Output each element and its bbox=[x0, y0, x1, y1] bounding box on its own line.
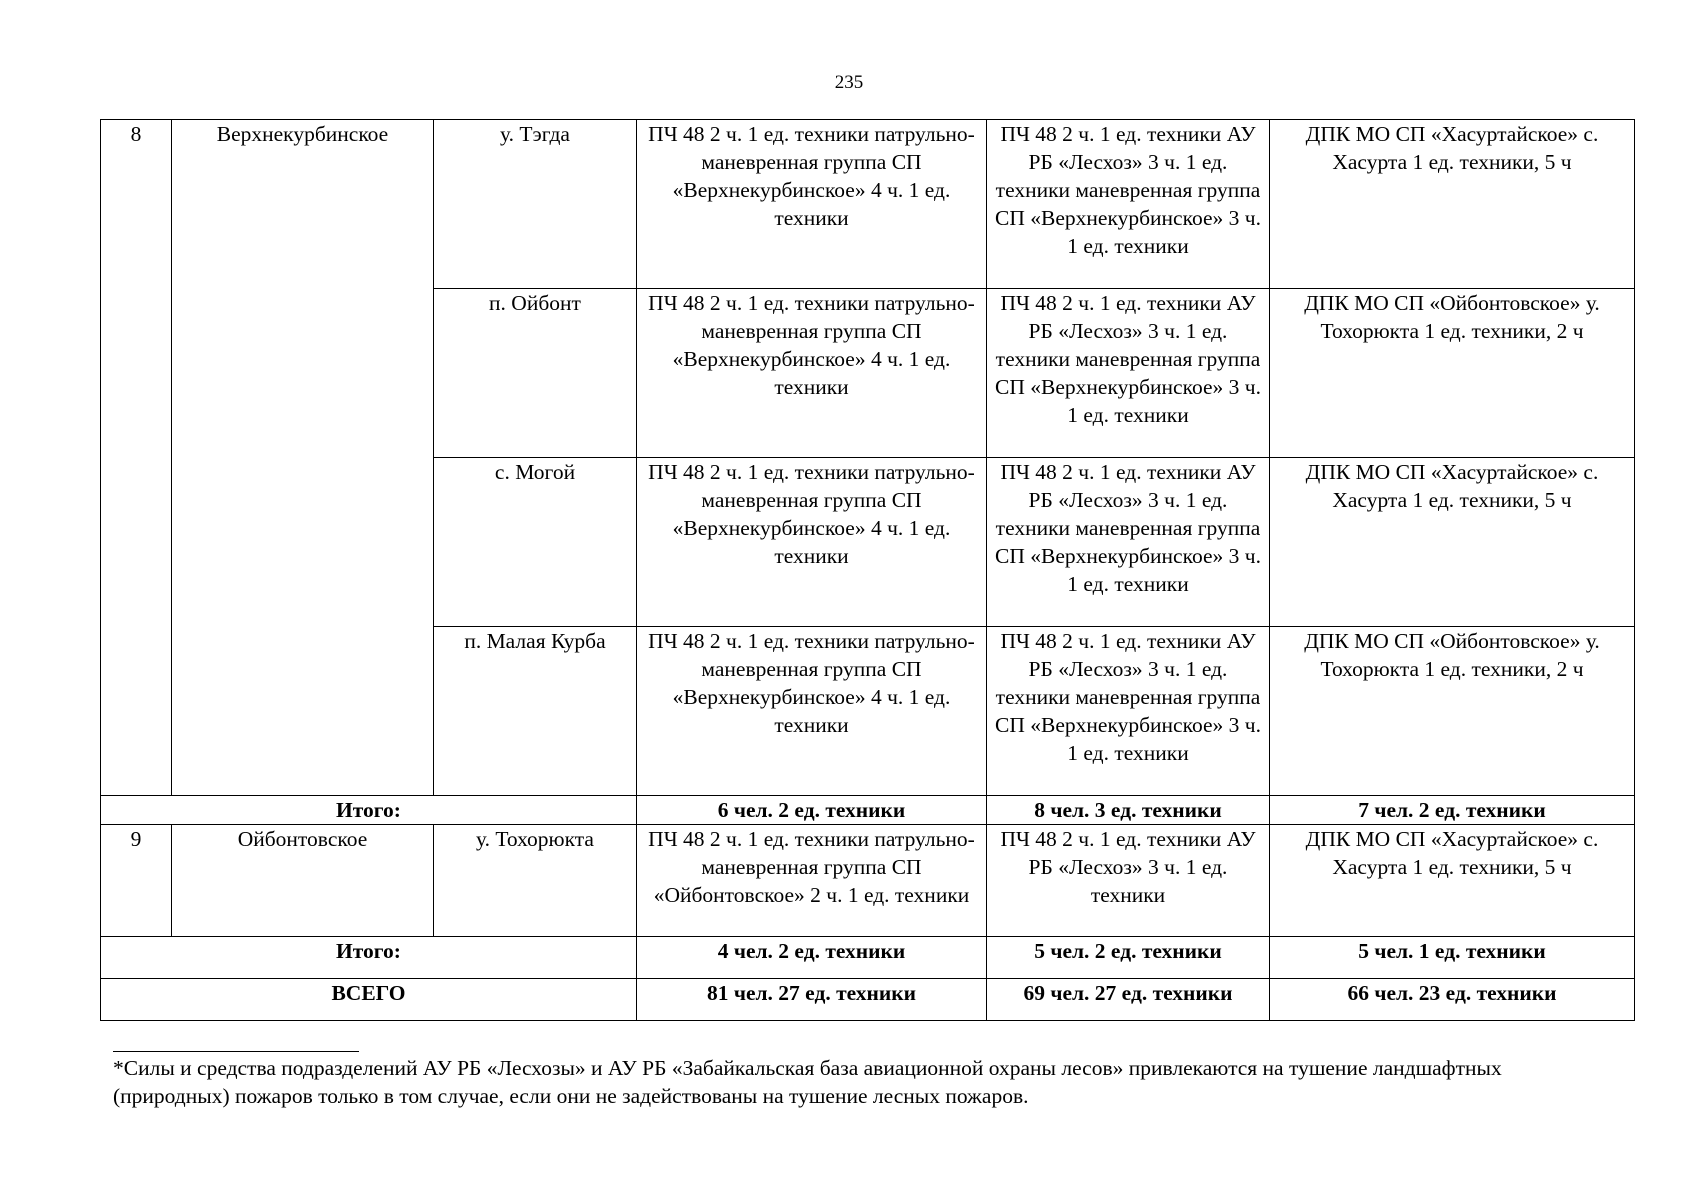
grand-total-cell: 69 чел. 27 ед. техники bbox=[987, 979, 1270, 1021]
settlement-name: Верхнекурбинское bbox=[172, 120, 434, 796]
forces-cell: ДПК МО СП «Ойбонтовское» у. Тохорюкта 1 ед. техники, 2 ч bbox=[1270, 627, 1635, 796]
total-label: Итого: bbox=[101, 937, 637, 979]
locality-name: п. Ойбонт bbox=[434, 289, 637, 458]
forces-cell: ПЧ 48 2 ч. 1 ед. техники патрульно-маневренная группа СП «Верхнекурбинское» 4 ч. 1 ед. техники bbox=[637, 458, 987, 627]
total-row bbox=[101, 937, 1635, 979]
forces-cell: ПЧ 48 2 ч. 1 ед. техники АУ РБ «Лесхоз» 3 ч. 1 ед. техники маневренная группа СП «Верхнекурбинское» 3 ч. 1 ед. техники bbox=[987, 120, 1270, 289]
forces-cell: ПЧ 48 2 ч. 1 ед. техники АУ РБ «Лесхоз» 3 ч. 1 ед. техники bbox=[987, 825, 1270, 937]
total-cell: 5 чел. 2 ед. техники bbox=[987, 937, 1270, 979]
forces-table bbox=[100, 119, 1635, 1021]
grand-total-cell: 66 чел. 23 ед. техники bbox=[1270, 979, 1635, 1021]
forces-cell: ДПК МО СП «Хасуртайское» с. Хасурта 1 ед. техники, 5 ч bbox=[1270, 458, 1635, 627]
total-cell: 7 чел. 2 ед. техники bbox=[1270, 796, 1635, 825]
table-row bbox=[101, 120, 1635, 289]
forces-cell: ДПК МО СП «Хасуртайское» с. Хасурта 1 ед. техники, 5 ч bbox=[1270, 120, 1635, 289]
total-cell: 5 чел. 1 ед. техники bbox=[1270, 937, 1635, 979]
grand-total-cell: 81 чел. 27 ед. техники bbox=[637, 979, 987, 1021]
locality-name: п. Малая Курба bbox=[434, 627, 637, 796]
forces-cell: ПЧ 48 2 ч. 1 ед. техники патрульно-маневренная группа СП «Верхнекурбинское» 4 ч. 1 ед. техники bbox=[637, 627, 987, 796]
forces-cell: ДПК МО СП «Хасуртайское» с. Хасурта 1 ед. техники, 5 ч bbox=[1270, 825, 1635, 937]
total-label: Итого: bbox=[101, 796, 637, 825]
forces-cell: ПЧ 48 2 ч. 1 ед. техники патрульно-маневренная группа СП «Верхнекурбинское» 4 ч. 1 ед. техники bbox=[637, 289, 987, 458]
locality-name: у. Тэгда bbox=[434, 120, 637, 289]
total-cell: 4 чел. 2 ед. техники bbox=[637, 937, 987, 979]
grand-total-label: ВСЕГО bbox=[101, 979, 637, 1021]
forces-cell: ПЧ 48 2 ч. 1 ед. техники АУ РБ «Лесхоз» 3 ч. 1 ед. техники маневренная группа СП «Верхнекурбинское» 3 ч. 1 ед. техники bbox=[987, 627, 1270, 796]
total-cell: 8 чел. 3 ед. техники bbox=[987, 796, 1270, 825]
total-cell: 6 чел. 2 ед. техники bbox=[637, 796, 987, 825]
footnote: *Силы и средства подразделений АУ РБ «Лесхозы» и АУ РБ «Забайкальская база авиационной охраны лесов» привлекаются на тушение ландшафтных (природных) пожаров только в том случае, если они не задействованы на тушение лесных пожаров. bbox=[113, 1056, 1502, 1108]
table-row bbox=[101, 825, 1635, 937]
footnote-separator bbox=[113, 1051, 359, 1052]
grand-total-row bbox=[101, 979, 1635, 1021]
locality-name: у. Тохорюкта bbox=[434, 825, 637, 937]
page-number: 235 bbox=[834, 72, 864, 93]
row-number: 9 bbox=[101, 825, 172, 937]
locality-name: с. Могой bbox=[434, 458, 637, 627]
forces-cell: ДПК МО СП «Ойбонтовское» у. Тохорюкта 1 ед. техники, 2 ч bbox=[1270, 289, 1635, 458]
forces-cell: ПЧ 48 2 ч. 1 ед. техники АУ РБ «Лесхоз» 3 ч. 1 ед. техники маневренная группа СП «Верхнекурбинское» 3 ч. 1 ед. техники bbox=[987, 458, 1270, 627]
forces-cell: ПЧ 48 2 ч. 1 ед. техники патрульно-маневренная группа СП «Верхнекурбинское» 4 ч. 1 ед. техники bbox=[637, 120, 987, 289]
row-number: 8 bbox=[101, 120, 172, 796]
total-row bbox=[101, 796, 1635, 825]
forces-cell: ПЧ 48 2 ч. 1 ед. техники патрульно-маневренная группа СП «Ойбонтовское» 2 ч. 1 ед. техники bbox=[637, 825, 987, 937]
forces-cell: ПЧ 48 2 ч. 1 ед. техники АУ РБ «Лесхоз» 3 ч. 1 ед. техники маневренная группа СП «Верхнекурбинское» 3 ч. 1 ед. техники bbox=[987, 289, 1270, 458]
settlement-name: Ойбонтовское bbox=[172, 825, 434, 937]
